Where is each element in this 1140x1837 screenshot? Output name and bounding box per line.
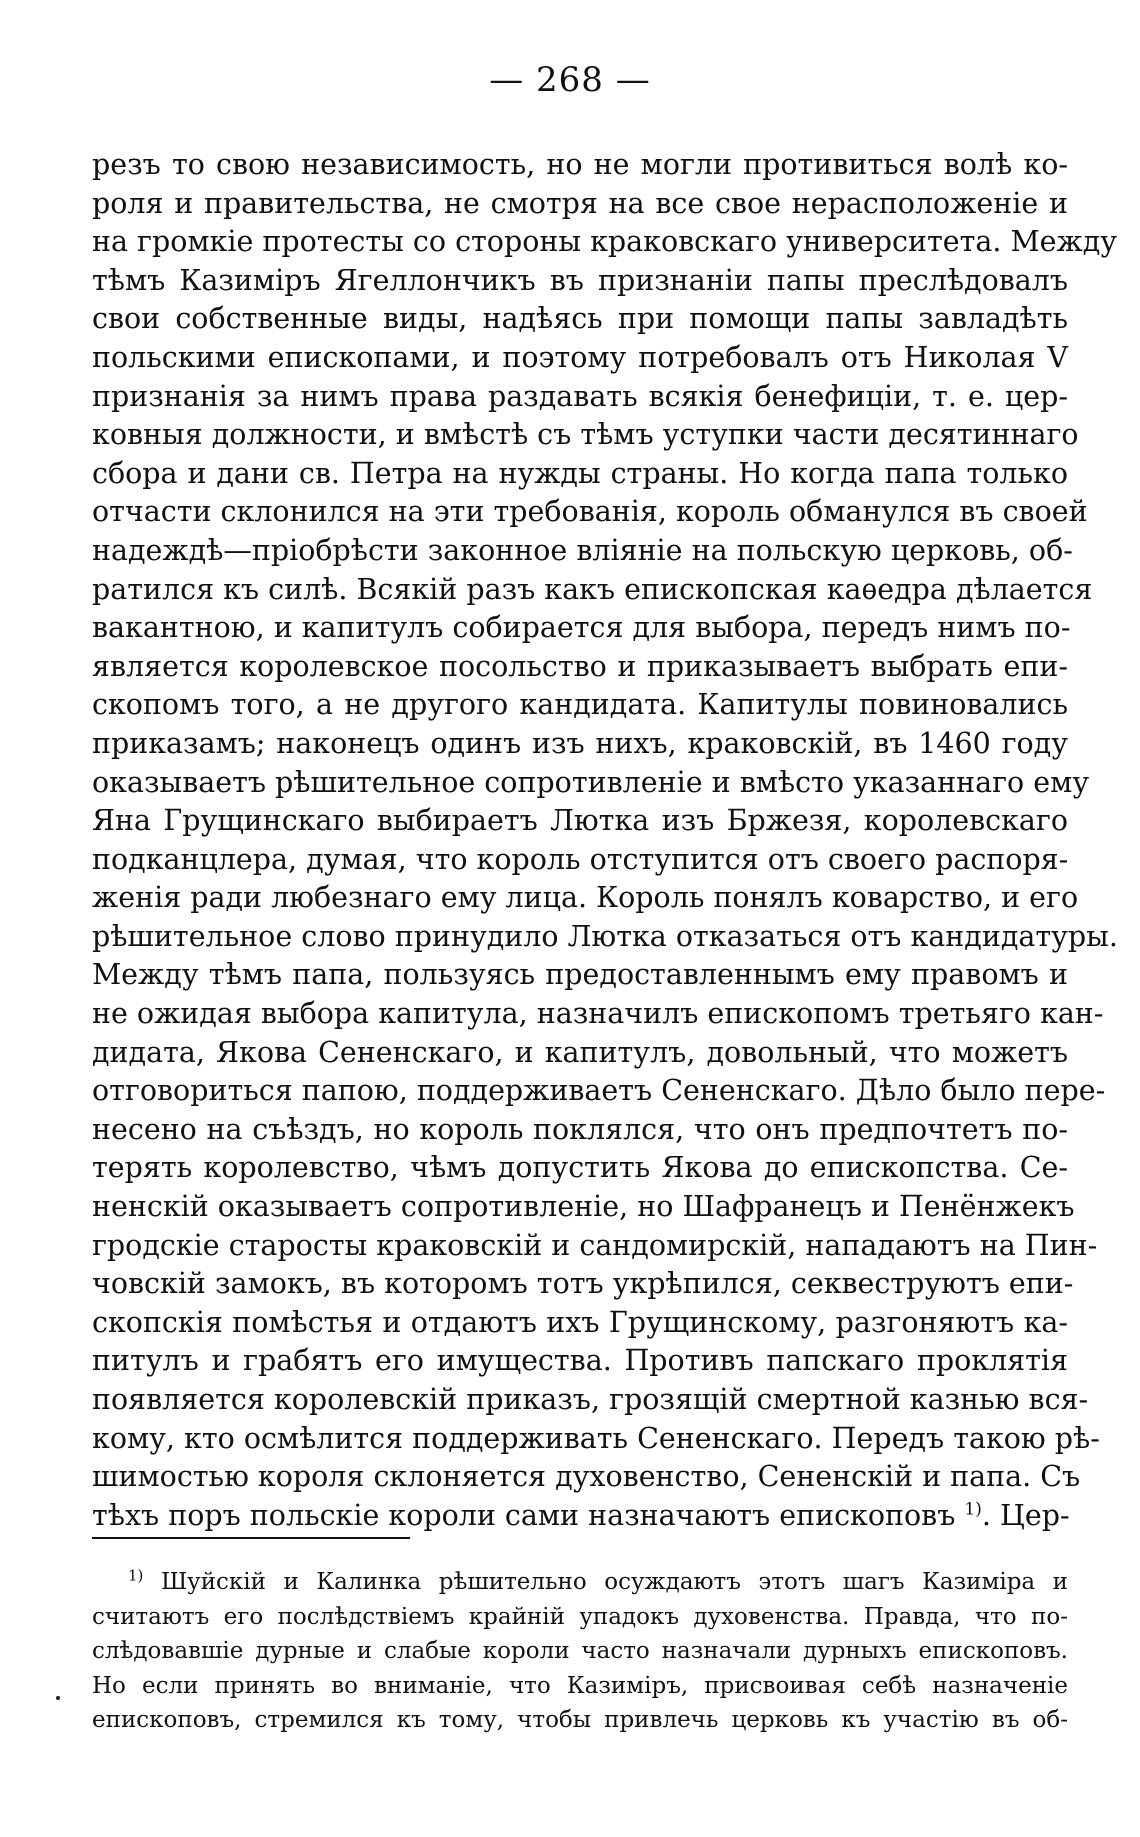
text-line: Яна Грущинскаго выбираетъ Лютка изъ Бржезя, королевскаго	[92, 804, 1068, 838]
footnote-line: считаютъ его послѣдствіемъ крайній упадокъ духовенства. Правда, что по-	[92, 1603, 1068, 1630]
text-line: ратился къ силѣ. Всякій разъ какъ епископская каѳедра дѣлается	[92, 572, 1093, 606]
main-text	[92, 146, 1118, 1535]
footnote-line	[92, 1565, 1068, 1600]
text-line: не ожидая выбора капитула, назначилъ епископомъ третьяго кан-	[92, 997, 1104, 1031]
text-line: подканцлера, думая, что король отступится отъ своего распоря-	[92, 842, 1069, 876]
footnote-reference[interactable]: 1)	[964, 1499, 982, 1520]
text-line: питулъ и грабятъ его имущества. Противъ папскаго проклятія	[92, 1344, 1068, 1378]
margin-mark	[56, 1696, 60, 1700]
footnote-line: епископовъ, стремился къ тому, чтобы привлечь церковь къ участію въ об-	[92, 1707, 1068, 1734]
footnote-line: Но если принять во вниманіе, что Казиміръ, присвоивая себѣ назначеніе	[92, 1672, 1068, 1699]
text-line: появляется королевскій приказъ, грозящій смертной казнью вся-	[92, 1383, 1089, 1416]
text-line: вакантною, и капитулъ собирается для выбора, передъ нимъ по-	[92, 611, 1071, 645]
text-line: отчасти склонился на эти требованія, король обманулся въ своей	[92, 495, 1088, 529]
text-line: рѣшительное слово принудило Лютка отказаться отъ кандидатуры.	[92, 919, 1118, 953]
text-line: является королевское посольство и приказываетъ выбрать епи-	[92, 649, 1068, 683]
text-line: кому, кто осмѣлится поддерживать Сененскаго. Передъ такою рѣ-	[92, 1421, 1100, 1455]
text-line: отговориться папою, поддерживаетъ Сененскаго. Дѣло было пере-	[92, 1074, 1106, 1108]
footnote-line: слѣдовавшіе дурные и слабые короли часто назначали дурныхъ епископовъ.	[92, 1638, 1068, 1665]
text-line: оказываетъ рѣшительное сопротивленіе и вмѣсто указаннаго ему	[92, 765, 1090, 799]
text-line: приказамъ; наконецъ одинъ изъ нихъ, краковскій, въ 1460 году	[92, 726, 1068, 760]
text-line: Между тѣмъ папа, пользуясь предоставленнымъ ему правомъ и	[92, 958, 1068, 992]
text-line: несено на съѣздъ, но король поклялся, что онъ предпочтетъ по-	[92, 1112, 1068, 1146]
page-number: — 268 —	[489, 60, 651, 100]
text-line-last-tail: . Цер-	[981, 1498, 1070, 1532]
text-line: польскими епископами, и поэтому потребовалъ отъ Николая V	[92, 340, 1068, 374]
text-line: надеждѣ—пріобрѣсти законное вліяніе на польскую церковь, об-	[92, 533, 1073, 567]
footnote-mark: 1)	[128, 1566, 144, 1585]
text-line: роля и правительства, не смотря на все свое нерасположеніе и	[92, 186, 1068, 220]
text-line: признанія за нимъ права раздавать всякія бенефиціи, т. е. цер-	[92, 379, 1068, 413]
text-line: терять королевство, чѣмъ допустить Якова до епископства. Се-	[92, 1151, 1068, 1185]
footnote-line-text: Шуйскій и Калинка рѣшительно осуждаютъ этотъ шагъ Казиміра и	[160, 1569, 1068, 1595]
text-line: ненскій оказываетъ сопротивленіе, но Шафранецъ и Пенёнжекъ	[92, 1190, 1075, 1224]
text-line: скопскія помѣстья и отдаютъ ихъ Грущинскому, разгоняютъ ка-	[92, 1305, 1068, 1339]
text-line: сбора и дани св. Петра на нужды страны. Но когда папа только	[92, 456, 1068, 490]
text-line: свои собственные виды, надѣясь при помощи папы завладѣть	[92, 302, 1068, 336]
text-line: тѣмъ Казиміръ Ягеллончикъ въ признаніи папы преслѣдовалъ	[92, 263, 1068, 297]
text-line-last-start: тѣхъ поръ польскіе короли сами назначаютъ епископовъ	[92, 1498, 956, 1532]
text-line: ковныя должности, и вмѣстѣ съ тѣмъ уступки части десятиннаго	[92, 418, 1079, 452]
text-line: резъ то свою независимость, но не могли противиться волѣ ко-	[92, 148, 1068, 181]
text-line: женія ради любезнаго ему лица. Король понялъ коварство, и его	[92, 881, 1079, 915]
text-line: гродскіе старосты краковскій и сандомирскій, нападаютъ на Пин-	[92, 1228, 1098, 1262]
text-line: човскій замокъ, въ которомъ тотъ укрѣпился, секвеструютъ епи-	[92, 1267, 1074, 1301]
text-line: скопомъ того, а не другого кандидата. Капитулы повиновались	[92, 688, 1068, 722]
footnote	[92, 1565, 1068, 1738]
text-line: на громкіе протесты со стороны краковскаго университета. Между	[92, 225, 1118, 259]
footnote-separator	[92, 1537, 410, 1539]
text-line: шимостью короля склоняется духовенство, Сененскій и папа. Съ	[92, 1460, 1081, 1494]
text-line-last	[92, 1497, 1068, 1536]
text-line: дидата, Якова Сененскаго, и капитулъ, довольный, что можетъ	[92, 1035, 1068, 1069]
